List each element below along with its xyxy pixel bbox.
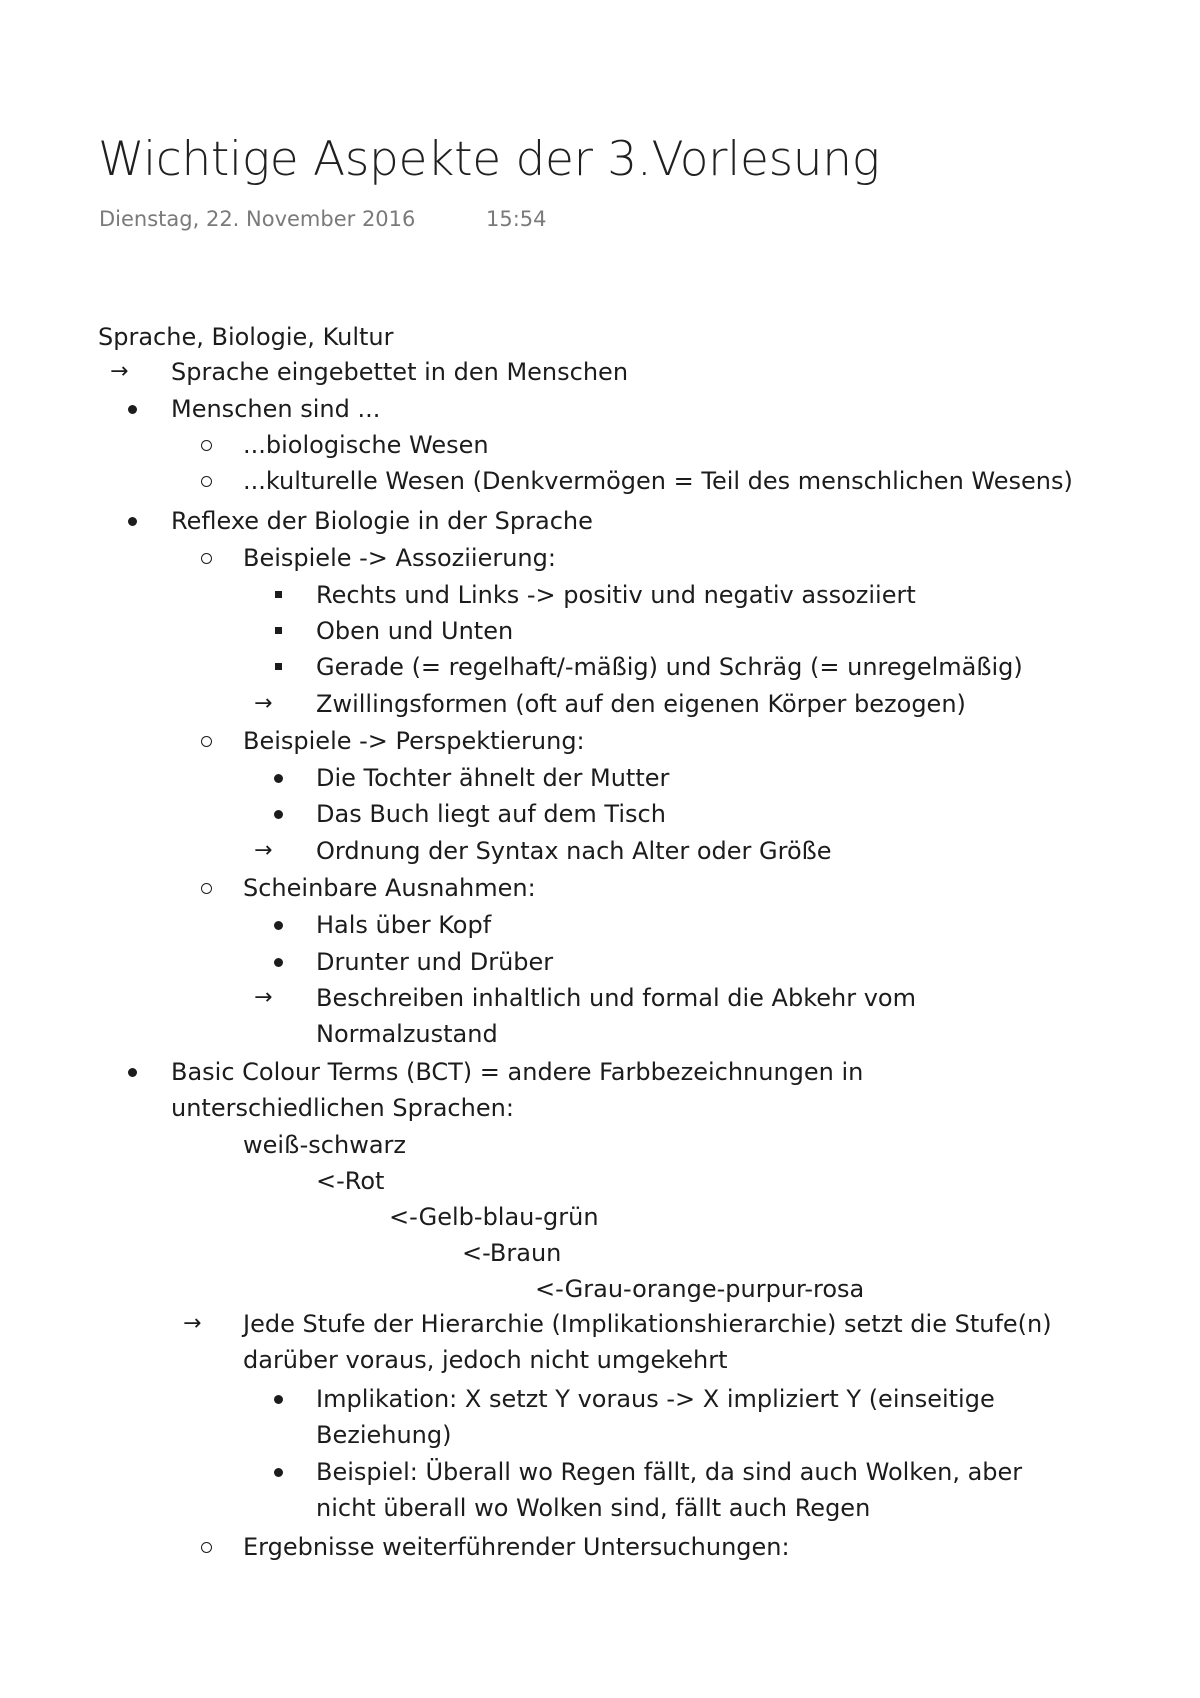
square-bullet-icon (270, 652, 290, 682)
note-line: <-Rot (316, 1167, 385, 1195)
page-date: Dienstag, 22. November 2016 (99, 207, 416, 231)
note-line: ...kulturelle Wesen (Denkvermögen = Teil des menschlichen Wesens) (243, 467, 1073, 495)
circle-bullet-icon (197, 726, 217, 756)
note-line: Beispiele -> Assoziierung: (243, 544, 556, 572)
arrow-bullet-icon: → (254, 985, 273, 1010)
circle-bullet-icon (197, 873, 217, 903)
note-line: Sprache eingebettet in den Menschen (171, 358, 629, 386)
dot-bullet-icon (124, 394, 144, 424)
square-bullet-icon (270, 616, 290, 646)
dot-bullet-icon (270, 1384, 290, 1414)
note-line: Beispiel: Überall wo Regen fällt, da sind auch Wolken, aber (316, 1458, 1023, 1486)
note-line: Drunter und Drüber (316, 948, 554, 976)
note-line: ...biologische Wesen (243, 431, 489, 459)
note-line: weiß-schwarz (243, 1131, 406, 1159)
note-line: <-Braun (462, 1239, 562, 1267)
note-line: Ordnung der Syntax nach Alter oder Größe (316, 837, 832, 865)
note-line: nicht überall wo Wolken sind, fällt auch Regen (316, 1494, 871, 1522)
note-line: Ergebnisse weiterführender Untersuchungen: (243, 1533, 790, 1561)
page-timestamp (99, 207, 547, 231)
note-line: Reflexe der Biologie in der Sprache (171, 507, 593, 535)
circle-bullet-icon (197, 466, 217, 496)
note-line: <-Gelb-blau-grün (389, 1203, 599, 1231)
circle-bullet-icon (197, 430, 217, 460)
note-line: Menschen sind ... (171, 395, 381, 423)
note-line: Das Buch liegt auf dem Tisch (316, 800, 666, 828)
note-line: Beschreiben inhaltlich und formal die Abkehr vom (316, 984, 916, 1012)
square-bullet-icon (270, 580, 290, 610)
dot-bullet-icon (124, 506, 144, 536)
note-line: darüber voraus, jedoch nicht umgekehrt (243, 1346, 728, 1374)
note-line: Sprache, Biologie, Kultur (98, 323, 394, 351)
note-line: Normalzustand (316, 1020, 498, 1048)
note-line: Zwillingsformen (oft auf den eigenen Körper bezogen) (316, 690, 966, 718)
page-time: 15:54 (486, 207, 547, 231)
note-line: Rechts und Links -> positiv und negativ assoziiert (316, 581, 916, 609)
note-line: Beispiele -> Perspektierung: (243, 727, 585, 755)
arrow-bullet-icon: → (110, 359, 129, 384)
dot-bullet-icon (124, 1057, 144, 1087)
note-line: Oben und Unten (316, 617, 514, 645)
dot-bullet-icon (270, 1457, 290, 1487)
arrow-bullet-icon: → (183, 1311, 202, 1336)
dot-bullet-icon (270, 910, 290, 940)
note-line: Jede Stufe der Hierarchie (Implikationshierarchie) setzt die Stufe(n) (243, 1310, 1052, 1338)
note-line: Gerade (= regelhaft/-mäßig) und Schräg (= unregelmäßig) (316, 653, 1023, 681)
note-line: Scheinbare Ausnahmen: (243, 874, 536, 902)
circle-bullet-icon (197, 543, 217, 573)
note-line: Beziehung) (316, 1421, 452, 1449)
note-line: Basic Colour Terms (BCT) = andere Farbbezeichnungen in (171, 1058, 864, 1086)
note-line: unterschiedlichen Sprachen: (171, 1094, 514, 1122)
dot-bullet-icon (270, 947, 290, 977)
note-line: <-Grau-orange-purpur-rosa (535, 1275, 865, 1303)
note-line: Hals über Kopf (316, 911, 492, 939)
arrow-bullet-icon: → (254, 691, 273, 716)
arrow-bullet-icon: → (254, 838, 273, 863)
dot-bullet-icon (270, 763, 290, 793)
note-line: Die Tochter ähnelt der Mutter (316, 764, 670, 792)
page-title: Wichtige Aspekte der 3.Vorlesung (98, 132, 880, 187)
dot-bullet-icon (270, 799, 290, 829)
note-line: Implikation: X setzt Y voraus -> X impliziert Y (einseitige (316, 1385, 995, 1413)
circle-bullet-icon (197, 1532, 217, 1562)
